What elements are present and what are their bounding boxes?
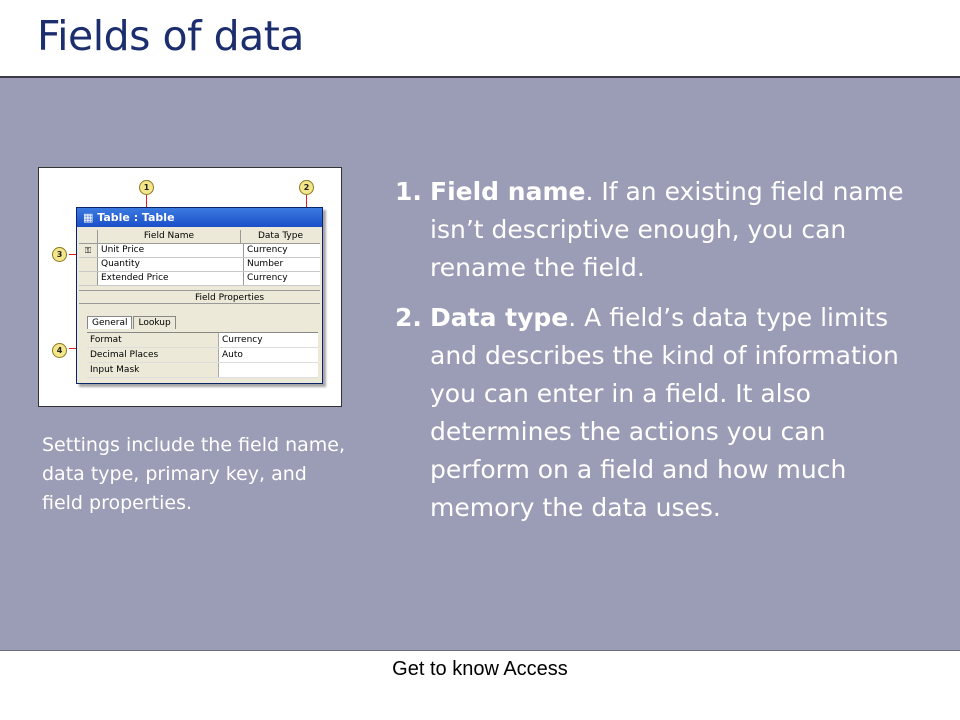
primary-key-icon: ⚿ [79,244,98,257]
grid-header [79,230,320,244]
property-tabs [87,316,177,329]
property-row[interactable] [87,333,318,348]
column-header-field-name: Field Name [98,230,241,243]
point-text: . A field’s data type limits and describes the kind of information you can enter in a field. It also determines the actions you can perform on a field and how much memory the data uses. [430,303,899,522]
callout-1: 1 [139,180,154,195]
property-value[interactable] [219,363,318,377]
data-type-cell[interactable]: Currency [247,273,288,283]
property-name: Input Mask [87,363,219,377]
property-list [87,332,318,378]
slide-title: Fields of data [37,12,304,60]
property-value[interactable]: Currency [222,335,263,345]
callout-4: 4 [52,343,67,358]
property-value[interactable]: Auto [222,350,243,360]
slide-footer: Get to know Access [392,658,568,680]
table-row[interactable] [79,272,320,286]
tab-general[interactable]: General [87,316,132,329]
list-number: 2. [395,303,422,332]
point-text: . If an existing field name isn’t descriptive enough, you can rename the field. [430,177,904,282]
window-title: Table : Table [97,211,175,224]
table-row[interactable] [79,244,320,258]
table-window [76,207,323,384]
data-type-cell[interactable]: Number [247,259,284,269]
list-number: 1. [395,177,422,206]
screenshot-caption: Settings include the field name, data type, primary key, and field properties. [42,434,346,514]
table-icon: ▦ [83,211,94,224]
field-name-cell[interactable]: Unit Price [98,244,244,257]
field-name-cell[interactable]: Extended Price [98,272,244,285]
property-name: Format [87,333,219,347]
property-row[interactable] [87,363,318,378]
point-term: Field name [430,177,586,206]
column-header-data-type: Data Type [257,231,304,241]
callout-2: 2 [299,180,314,195]
tab-lookup[interactable]: Lookup [133,316,175,329]
field-grid [79,230,320,286]
numbered-list [395,173,925,539]
data-type-cell[interactable]: Currency [247,245,288,255]
callout-3: 3 [52,247,67,262]
table-design-screenshot [38,167,342,407]
list-item [395,299,925,527]
field-name-cell[interactable]: Quantity [98,258,244,271]
table-row[interactable] [79,258,320,272]
list-item [395,173,925,287]
point-term: Data type [430,303,569,332]
property-name: Decimal Places [87,348,219,362]
field-properties-label: Field Properties [79,290,320,304]
window-title-bar [77,208,322,227]
property-row[interactable] [87,348,318,363]
